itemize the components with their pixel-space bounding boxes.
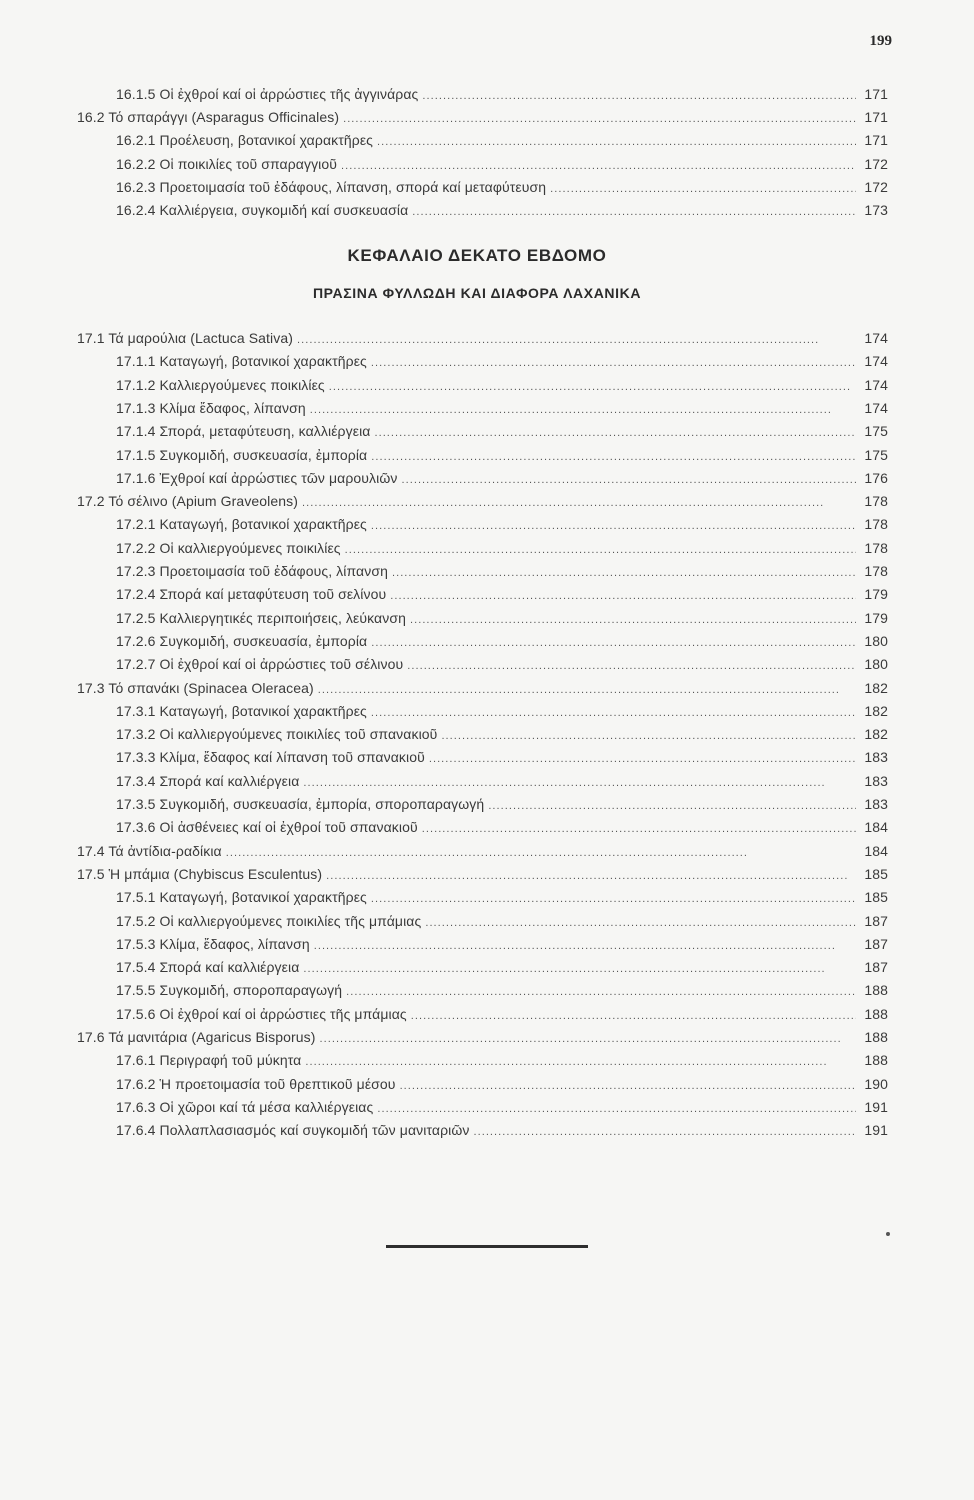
toc-entry-page: 174 (864, 330, 888, 346)
toc-entry (116, 913, 888, 933)
toc-entry-title: 17.3 Τό σπανάκι (Spinacea Oleracea) (77, 679, 314, 696)
toc-entry-page: 191 (864, 1122, 888, 1139)
toc-entry-page: 191 (864, 1098, 888, 1115)
toc-entry-page: 174 (864, 353, 888, 370)
dot-leader (371, 893, 856, 905)
dot-leader (320, 1033, 857, 1045)
toc-entry-page: 180 (864, 632, 888, 649)
dot-leader (371, 357, 856, 369)
toc-entry-page: 184 (864, 842, 888, 859)
toc-entry (116, 1076, 888, 1096)
toc-entry (116, 773, 888, 793)
toc-entry-title: 17.5.4 Σπορά καί καλλιέργεια (116, 959, 300, 976)
toc-entry-page: 171 (864, 132, 888, 149)
dot-leader (392, 567, 856, 579)
toc-entry-page: 172 (864, 155, 888, 172)
toc-entry (116, 726, 888, 746)
dot-leader (377, 1103, 856, 1115)
dot-leader (329, 381, 856, 393)
toc-entry (116, 447, 888, 467)
dot-leader (341, 160, 856, 172)
toc-entry-page: 171 (864, 86, 888, 102)
toc-entry-page: 179 (864, 609, 888, 626)
toc-entry-title: 17.5.5 Συγκομιδή, σποροπαραγωγή (116, 982, 343, 999)
dot-leader (410, 614, 856, 626)
dot-leader (371, 707, 856, 719)
toc-entry (116, 633, 888, 653)
toc-entry-page: 178 (864, 563, 888, 579)
toc-entry-page: 182 (864, 726, 888, 743)
toc-entry (77, 843, 888, 863)
toc-entry-title: 16.2.2 Οἱ ποικιλίες τοῦ σπαραγγιοῦ (116, 155, 338, 172)
toc-entry-page: 178 (864, 516, 888, 533)
toc-entry-title: 17.5.3 Κλίμα, ἔδαφος, λίπανση (116, 935, 310, 952)
toc-entry-page: 188 (864, 1029, 888, 1045)
dot-leader (429, 753, 856, 765)
dot-leader (310, 404, 856, 416)
dot-leader (303, 777, 856, 789)
dot-leader (390, 590, 856, 602)
toc-entry-page: 187 (864, 959, 888, 976)
toc-entry (116, 540, 888, 560)
toc-entry-title: 17.2.7 Οἱ ἐχθροί καί οἱ ἀρρώστιες τοῦ σέλινου (116, 656, 404, 673)
toc-entry (77, 330, 888, 350)
toc-entry-page: 179 (864, 586, 888, 603)
toc-entry (116, 749, 888, 769)
toc-entry (116, 1006, 888, 1026)
toc-entry-title: 17.2.3 Προετοιμασία τοῦ ἐδάφους, λίπανση (116, 563, 388, 579)
dot-leader (402, 474, 857, 486)
dot-leader (425, 917, 856, 929)
toc-entry-title: 17.3.6 Οἱ ἀσθένειες καί οἱ ἐχθροί τοῦ σπανακιοῦ (116, 819, 418, 836)
toc-entry (116, 936, 888, 956)
toc-entry (116, 423, 888, 443)
toc-entry-title: 17.5.2 Οἱ καλλιεργούμενες ποικιλίες τῆς μπάμιας (116, 912, 422, 929)
toc-entry-title: 17.5.6 Οἱ ἐχθροί καί οἱ ἀρρώστιες τῆς μπάμιας (116, 1005, 407, 1022)
bottom-dot (886, 1232, 890, 1236)
toc-entry (116, 819, 888, 839)
dot-leader (371, 451, 856, 463)
page-number: 199 (869, 33, 892, 49)
toc-entry (116, 959, 888, 979)
toc-entry (116, 400, 888, 420)
toc-entry (116, 1052, 888, 1072)
toc-entry-title: 16.2.1 Προέλευση, βοτανικοί χαρακτῆρες (116, 132, 374, 149)
toc-entry-page: 180 (864, 656, 888, 673)
toc-entry-title: 17.2.5 Καλλιεργητικές περιποιήσεις, λεύκανση (116, 609, 406, 626)
toc-entry-page: 182 (864, 679, 888, 696)
toc-entry-title: 17.2.2 Οἱ καλλιεργούμενες ποικιλίες (116, 539, 341, 556)
chapter-subtitle: ΠΡΑΣΙΝΑ ΦΥΛΛΩΔΗ ΚΑΙ ΔΙΑΦΟΡΑ ΛΑΧΑΝΙΚΑ (312, 285, 642, 301)
toc-entry (77, 866, 888, 886)
dot-leader (441, 730, 856, 742)
toc-entry-title: 17.5 Ἡ μπάμια (Chybiscus Esculentus) (77, 865, 323, 882)
toc-entry-page: 175 (864, 423, 888, 440)
toc-entry-title: 17.2.6 Συγκομιδή, συσκευασία, ἐμπορία (116, 632, 368, 649)
dot-leader (473, 1126, 856, 1138)
toc-entry-page: 178 (864, 539, 888, 556)
toc-entry (77, 680, 888, 700)
toc-entry-page: 183 (864, 749, 888, 766)
toc-entry-title: 17.1.4 Σπορά, μεταφύτευση, καλλιέργεια (116, 423, 371, 440)
toc-entry-page: 174 (864, 376, 888, 393)
toc-entry (116, 610, 888, 630)
toc-entry-title: 17.2.1 Καταγωγή, βοτανικοί χαρακτῆρες (116, 516, 367, 533)
toc-entry (116, 1099, 888, 1119)
toc-entry-title: 17.2 Τό σέλινο (Apium Graveolens) (77, 493, 299, 510)
toc-entry-title: 17.6.2 Ἡ προετοιμασία τοῦ θρεπτικοῦ μέσου (116, 1075, 396, 1092)
dot-leader (400, 1080, 856, 1092)
toc-entry-page: 183 (864, 796, 888, 812)
toc-entry (77, 1029, 888, 1049)
toc-entry (77, 109, 888, 129)
toc-entry (116, 353, 888, 373)
toc-entry-page: 190 (864, 1075, 888, 1092)
dot-leader (371, 637, 856, 649)
toc-entry (116, 516, 888, 536)
toc-entry-title: 17.3.5 Συγκομιδή, συσκευασία, ἐμπορία, σποροπαραγωγή (116, 796, 485, 812)
dot-leader (314, 940, 856, 952)
toc-entry-page: 184 (864, 819, 888, 836)
toc-entry-title: 17.6 Τά μανιτάρια (Agaricus Bisporus) (77, 1029, 316, 1045)
toc-entry-title: 17.1.3 Κλίμα ἔδαφος, λίπανση (116, 399, 306, 416)
toc-entry-page: 188 (864, 982, 888, 999)
toc-entry-page: 176 (864, 469, 888, 486)
chapter-title: ΚΕΦΑΛΑΙΟ ΔΕΚΑΤΟ ΕΒΔΟΜΟ (347, 246, 607, 265)
dot-leader (305, 1056, 856, 1068)
dot-leader (302, 497, 856, 509)
toc-entry-title: 16.2 Τό σπαράγγι (Asparagus Officinales) (77, 109, 340, 126)
dot-leader (407, 660, 856, 672)
toc-entry-title: 17.5.1 Καταγωγή, βοτανικοί χαρακτῆρες (116, 889, 367, 906)
dot-leader (422, 823, 856, 835)
toc-entry-title: 17.2.4 Σπορά καί μεταφύτευση τοῦ σελίνου (116, 586, 387, 603)
bottom-rule (386, 1245, 588, 1248)
toc-entry-title: 17.3.1 Καταγωγή, βοτανικοί χαρακτῆρες (116, 702, 367, 719)
toc-entry-title: 17.1.6 Ἐχθροί καί ἀρρώστιες τῶν μαρουλιῶν (116, 469, 398, 486)
dot-leader (488, 800, 856, 812)
toc-entry-title: 17.6.1 Περιγραφή τοῦ μύκητα (116, 1052, 302, 1069)
toc-entry (77, 493, 888, 513)
toc-entry-title: 17.1 Τά μαρούλια (Lactuca Sativa) (77, 330, 293, 346)
dot-leader (346, 986, 856, 998)
toc-entry-title: 17.3.3 Κλίμα, ἔδαφος καί λίπανση τοῦ σπανακιοῦ (116, 749, 425, 766)
toc-entry (116, 563, 888, 583)
toc-entry (116, 86, 888, 106)
dot-leader (297, 334, 856, 346)
toc-entry-title: 16.1.5 Οἱ ἐχθροί καί οἱ ἀρρώστιες τῆς ἀγγινάρας (116, 86, 419, 102)
toc-entry-page: 187 (864, 935, 888, 952)
toc-entry-page: 173 (864, 202, 888, 218)
dot-leader (412, 206, 856, 218)
toc-entry-page: 185 (864, 865, 888, 882)
dot-leader (377, 136, 856, 148)
dot-leader (371, 520, 856, 532)
toc-entry-title: 17.1.2 Καλλιεργούμενες ποικιλίες (116, 376, 325, 393)
toc-entry (116, 132, 888, 152)
toc-entry-page: 174 (864, 399, 888, 416)
toc-entry (116, 179, 888, 199)
toc-entry-page: 172 (864, 178, 888, 195)
toc-entry-page: 187 (864, 912, 888, 929)
toc-entry (116, 156, 888, 176)
toc-entry-title: 17.1.5 Συγκομιδή, συσκευασία, ἐμπορία (116, 446, 368, 463)
toc-entry-page: 185 (864, 889, 888, 906)
dot-leader (422, 90, 856, 102)
toc-entry-title: 17.6.3 Οἱ χῶροι καί τά μέσα καλλιέργειας (116, 1098, 374, 1115)
toc-entry-page: 178 (864, 493, 888, 510)
toc-entry-page: 171 (864, 109, 888, 126)
toc-entry-page: 175 (864, 446, 888, 463)
toc-entry-title: 17.6.4 Πολλαπλασιασμός καί συγκομιδή τῶν μανιταριῶν (116, 1122, 470, 1139)
toc-entry (116, 470, 888, 490)
toc-entry-title: 16.2.4 Καλλιέργεια, συγκομιδή καί συσκευασία (116, 202, 409, 218)
dot-leader (303, 963, 856, 975)
toc-entry (116, 796, 888, 816)
dot-leader (226, 847, 856, 859)
toc-entry-title: 16.2.3 Προετοιμασία τοῦ ἐδάφους, λίπανση, σπορά καί μεταφύτευση (116, 178, 547, 195)
toc-entry (116, 703, 888, 723)
toc-entry-title: 17.3.4 Σπορά καί καλλιέργεια (116, 772, 300, 789)
toc-entry (116, 586, 888, 606)
toc-entry-title: 17.3.2 Οἱ καλλιεργούμενες ποικιλίες τοῦ σπανακιοῦ (116, 726, 438, 743)
toc-entry (116, 656, 888, 676)
toc-entry (116, 889, 888, 909)
dot-leader (411, 1010, 856, 1022)
toc-entry (116, 377, 888, 397)
dot-leader (345, 544, 856, 556)
toc-entry-page: 188 (864, 1005, 888, 1022)
dot-leader (343, 113, 856, 125)
toc-entry-page: 183 (864, 772, 888, 789)
toc-entry (116, 982, 888, 1002)
toc-entry-title: 17.1.1 Καταγωγή, βοτανικοί χαρακτῆρες (116, 353, 367, 370)
toc-entry-page: 188 (864, 1052, 888, 1069)
toc-entry (116, 1122, 888, 1142)
toc-entry (116, 202, 888, 222)
toc-entry-page: 182 (864, 702, 888, 719)
dot-leader (326, 870, 856, 882)
dot-leader (550, 183, 856, 195)
dot-leader (374, 427, 856, 439)
toc-entry-title: 17.4 Τά ἀντίδια-ραδίκια (77, 842, 222, 859)
dot-leader (318, 684, 856, 696)
